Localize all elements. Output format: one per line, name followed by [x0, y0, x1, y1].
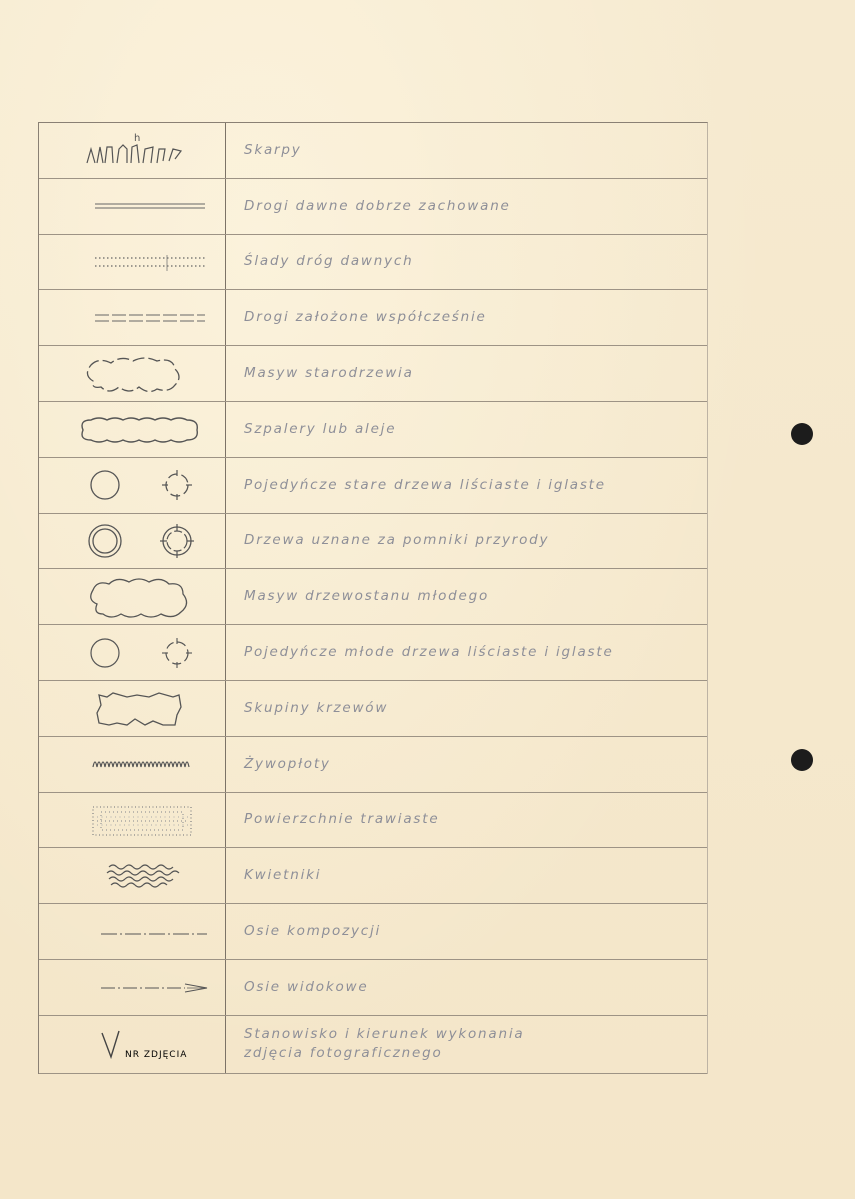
photo-station-symbol	[57, 1021, 207, 1067]
legend-label: Osie kompozycji	[244, 923, 382, 940]
legend-label: Skarpy	[244, 141, 302, 158]
slope-symbol	[57, 127, 207, 173]
legend-label: Stanowisko i kierunek wykonania	[244, 1026, 525, 1043]
punch-hole-top	[791, 423, 813, 445]
dotted-road-symbol	[57, 239, 207, 285]
legend-label: Skupiny krzewów	[244, 699, 389, 716]
symbol-cell	[39, 793, 226, 848]
legend-label: Masyw drzewostanu młodego	[244, 588, 490, 605]
legend-row-young-trees	[39, 625, 707, 681]
photo-number-label: NR ZDJĘCIA	[125, 1050, 188, 1061]
symbol-cell	[39, 402, 226, 457]
legend-label: Masyw starodrzewia	[244, 365, 414, 382]
symbol-cell	[39, 123, 226, 178]
symbol-cell	[39, 235, 226, 290]
legend-row-single-old-trees	[39, 458, 707, 514]
legend-row-grass	[39, 793, 707, 849]
legend-label-line2: zdjęcia fotograficznego	[244, 1045, 443, 1062]
solid-road-symbol	[57, 183, 207, 229]
punch-hole-bottom	[791, 749, 813, 771]
symbol-cell	[39, 737, 226, 792]
symbol-cell	[39, 514, 226, 569]
legend-row-road-traces	[39, 235, 707, 291]
legend-row-composition-axes	[39, 904, 707, 960]
legend-row-monument-trees	[39, 514, 707, 570]
legend-row-alleys	[39, 402, 707, 458]
legend-label: Ślady dróg dawnych	[244, 253, 414, 270]
symbol-cell	[39, 960, 226, 1015]
legend-row-photo-station	[39, 1016, 707, 1074]
symbol-cell	[39, 904, 226, 959]
legend-label: Żywopłoty	[244, 755, 331, 772]
grass-symbol	[57, 797, 207, 843]
legend-label: Pojedyńcze młode drzewa liściaste i iglaste	[244, 644, 614, 661]
symbol-cell	[39, 458, 226, 513]
legend-row-old-stand	[39, 346, 707, 402]
old-stand-mass-symbol	[57, 351, 207, 397]
symbol-cell	[39, 681, 226, 736]
composition-axis-symbol	[57, 909, 207, 955]
legend-label: Osie widokowe	[244, 978, 369, 995]
legend-label: Drogi dawne dobrze zachowane	[244, 197, 511, 214]
legend-label: Pojedyńcze stare drzewa liściaste i iglaste	[244, 476, 606, 493]
symbol-cell	[39, 1016, 226, 1073]
view-axis-symbol	[57, 964, 207, 1010]
legend-row-old-roads	[39, 179, 707, 235]
alley-symbol	[57, 406, 207, 452]
dashed-road-symbol	[57, 295, 207, 341]
legend-label: Drzewa uznane za pomniki przyrody	[244, 532, 550, 549]
slope-h-mark: h	[134, 133, 141, 145]
symbol-cell	[39, 569, 226, 624]
legend-label: Szpalery lub aleje	[244, 420, 397, 437]
legend-row-view-axes	[39, 960, 707, 1016]
symbol-cell	[39, 346, 226, 401]
symbol-cell	[39, 625, 226, 680]
symbol-cell	[39, 290, 226, 345]
young-stand-mass-symbol	[57, 574, 207, 620]
legend-label: Kwietniki	[244, 867, 322, 884]
legend-row-hedges	[39, 737, 707, 793]
legend-label: Drogi założone współcześnie	[244, 309, 487, 326]
legend-row-young-stand	[39, 569, 707, 625]
symbol-cell	[39, 848, 226, 903]
young-trees-symbol	[57, 630, 207, 676]
legend-row-flowerbeds	[39, 848, 707, 904]
monument-trees-symbol	[57, 518, 207, 564]
legend-row-skarpy	[39, 123, 707, 179]
hedge-symbol	[57, 741, 207, 787]
single-old-trees-symbol	[57, 462, 207, 508]
symbol-cell	[39, 179, 226, 234]
legend-label: Powierzchnie trawiaste	[244, 811, 440, 828]
shrubs-symbol	[57, 685, 207, 731]
flowerbed-symbol	[57, 853, 207, 899]
legend-row-modern-roads	[39, 290, 707, 346]
legend-table	[38, 122, 708, 1074]
legend-row-shrubs	[39, 681, 707, 737]
